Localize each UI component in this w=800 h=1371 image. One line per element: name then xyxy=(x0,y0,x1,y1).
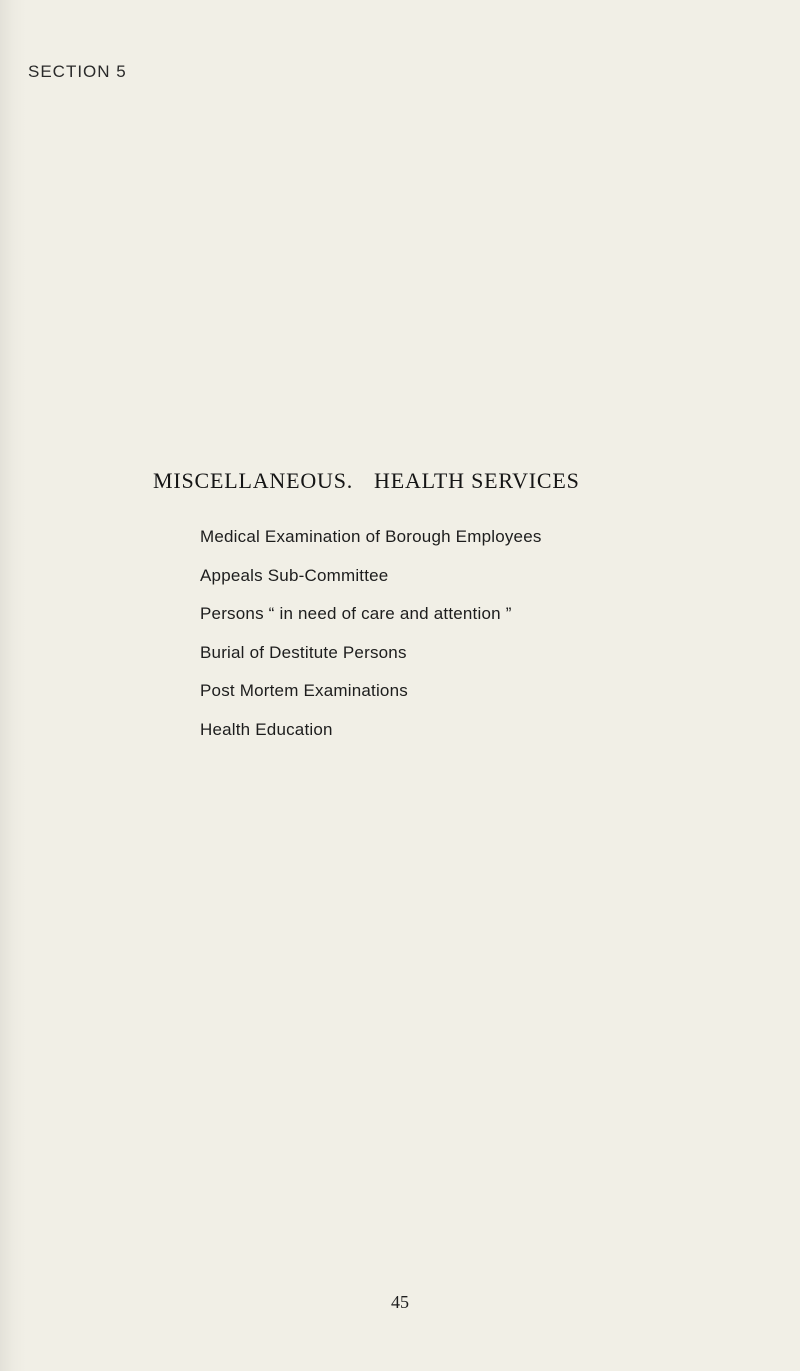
list-item-burial-destitute: Burial of Destitute Persons xyxy=(200,642,407,662)
list-item-health-education: Health Education xyxy=(200,719,333,739)
page-number: 45 xyxy=(391,1292,409,1312)
contents-list xyxy=(200,525,542,756)
list-item-persons-in-need: Persons “ in need of care and attention ” xyxy=(200,604,512,623)
list-item-post-mortem: Post Mortem Examinations xyxy=(200,681,408,700)
page-title xyxy=(153,468,580,494)
title-part-miscellaneous: MISCELLANEOUS. xyxy=(153,468,354,493)
list-item-appeals-sub-committee: Appeals Sub-Committee xyxy=(200,565,389,585)
list-item-medical-examination: Medical Examination of Borough Employees xyxy=(200,527,542,546)
section-label: SECTION 5 xyxy=(28,62,127,81)
title-part-health-services: HEALTH SERVICES xyxy=(374,468,580,493)
